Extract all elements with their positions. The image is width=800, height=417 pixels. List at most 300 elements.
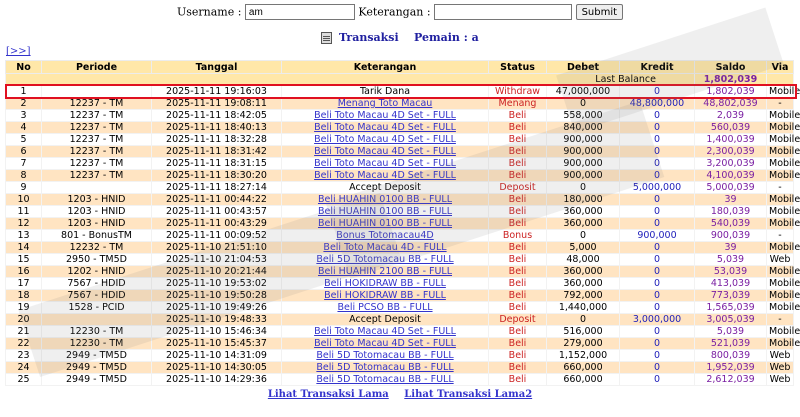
row-kredit: 0 <box>620 290 695 302</box>
keterangan-link[interactable]: Beli Toto Macau 4D Set - FULL <box>314 110 456 121</box>
row-via: Mobile <box>767 242 794 254</box>
row-keterangan <box>282 290 489 302</box>
col-header-periode: Periode <box>42 61 152 74</box>
row-kredit: 0 <box>620 302 695 314</box>
row-periode: 12230 - TM <box>42 338 152 350</box>
row-no: 2 <box>6 98 42 110</box>
keterangan-link[interactable]: Beli Toto Macau 4D Set - FULL <box>314 170 456 181</box>
table-header-row <box>6 61 794 74</box>
last-balance-empty <box>767 74 794 86</box>
row-debet: 558,000 <box>547 110 620 122</box>
table-row <box>6 134 794 146</box>
row-tanggal: 2025-11-10 19:48:33 <box>152 314 282 326</box>
row-no: 6 <box>6 146 42 158</box>
row-via: Web <box>767 374 794 386</box>
row-tanggal: 2025-11-11 18:31:42 <box>152 146 282 158</box>
row-periode <box>42 86 152 98</box>
row-via: Mobile <box>767 266 794 278</box>
row-keterangan: Tarik Dana <box>282 86 489 98</box>
table-row <box>6 302 794 314</box>
row-debet: 47,000,000 <box>547 86 620 98</box>
document-icon <box>321 32 332 44</box>
row-kredit: 48,800,000 <box>620 98 695 110</box>
row-status: Beli <box>489 242 547 254</box>
row-no: 10 <box>6 194 42 206</box>
row-keterangan <box>282 146 489 158</box>
row-keterangan <box>282 170 489 182</box>
row-kredit: 0 <box>620 254 695 266</box>
row-keterangan <box>282 278 489 290</box>
row-saldo: 39 <box>695 242 767 254</box>
row-kredit: 0 <box>620 170 695 182</box>
row-periode: 2949 - TM5D <box>42 374 152 386</box>
last-balance-row <box>6 74 794 86</box>
row-kredit: 0 <box>620 374 695 386</box>
row-kredit: 0 <box>620 350 695 362</box>
row-saldo: 180,039 <box>695 206 767 218</box>
row-periode: 12230 - TM <box>42 326 152 338</box>
keterangan-link[interactable]: Beli HUAHIN 0100 BB - FULL <box>317 194 453 205</box>
row-debet: 0 <box>547 230 620 242</box>
row-tanggal: 2025-11-11 19:08:11 <box>152 98 282 110</box>
row-debet: 1,152,000 <box>547 350 620 362</box>
row-tanggal: 2025-11-10 21:51:10 <box>152 242 282 254</box>
row-tanggal: 2025-11-11 19:16:03 <box>152 86 282 98</box>
row-keterangan <box>282 302 489 314</box>
row-periode: 1203 - HNID <box>42 218 152 230</box>
row-keterangan <box>282 266 489 278</box>
row-periode: 12237 - TM <box>42 110 152 122</box>
keterangan-link[interactable]: Beli 5D Totomacau BB - FULL <box>316 374 454 385</box>
row-status: Beli <box>489 122 547 134</box>
row-status: Beli <box>489 266 547 278</box>
row-debet: 5,000 <box>547 242 620 254</box>
row-no: 23 <box>6 350 42 362</box>
row-via: Mobile <box>767 134 794 146</box>
col-header-status: Status <box>489 61 547 74</box>
row-saldo: 2,300,039 <box>695 146 767 158</box>
keterangan-link[interactable]: Beli 5D Totomacau BB - FULL <box>316 362 454 373</box>
username-input[interactable] <box>245 4 355 20</box>
row-periode: 2949 - TM5D <box>42 350 152 362</box>
row-via: - <box>767 230 794 242</box>
row-no: 16 <box>6 266 42 278</box>
keterangan-link[interactable]: Beli HUAHIN 2100 BB - FULL <box>317 266 453 277</box>
row-via: Mobile <box>767 338 794 350</box>
row-keterangan <box>282 242 489 254</box>
row-kredit: 0 <box>620 134 695 146</box>
row-no: 15 <box>6 254 42 266</box>
row-via: Mobile <box>767 290 794 302</box>
row-no: 12 <box>6 218 42 230</box>
row-saldo: 3,005,039 <box>695 314 767 326</box>
row-status: Beli <box>489 134 547 146</box>
row-kredit: 0 <box>620 206 695 218</box>
row-via: - <box>767 314 794 326</box>
row-tanggal: 2025-11-11 00:44:22 <box>152 194 282 206</box>
row-no: 13 <box>6 230 42 242</box>
last-balance-label: Last Balance <box>6 74 695 86</box>
last-balance-value: 1,802,039 <box>695 74 767 86</box>
keterangan-link[interactable]: Beli HUAHIN 0100 BB - FULL <box>317 218 453 229</box>
title-text: Transaksi <box>339 31 399 44</box>
row-via: Mobile <box>767 278 794 290</box>
row-saldo: 521,039 <box>695 338 767 350</box>
transaction-table <box>5 60 800 386</box>
row-status: Beli <box>489 290 547 302</box>
row-saldo: 3,200,039 <box>695 158 767 170</box>
keterangan-link[interactable]: Beli 5D Totomacau BB - FULL <box>316 350 454 361</box>
table-row <box>6 122 794 134</box>
row-saldo: 53,039 <box>695 266 767 278</box>
row-debet: 360,000 <box>547 218 620 230</box>
table-row <box>6 374 794 386</box>
row-status: Bonus <box>489 230 547 242</box>
keterangan-link[interactable]: Beli HOKIDRAW BB - FULL <box>324 290 446 301</box>
row-periode: 801 - BonusTM <box>42 230 152 242</box>
row-via: Mobile <box>767 86 794 98</box>
table-row <box>6 242 794 254</box>
keterangan-link[interactable]: Beli Toto Macau 4D Set - FULL <box>314 146 456 157</box>
row-saldo: 2,039 <box>695 110 767 122</box>
row-debet: 900,000 <box>547 170 620 182</box>
row-via: Web <box>767 254 794 266</box>
row-via: Mobile <box>767 194 794 206</box>
row-saldo: 5,039 <box>695 254 767 266</box>
row-kredit: 0 <box>620 122 695 134</box>
row-debet: 516,000 <box>547 326 620 338</box>
row-saldo: 1,802,039 <box>695 86 767 98</box>
row-keterangan <box>282 338 489 350</box>
row-kredit: 0 <box>620 158 695 170</box>
row-kredit: 0 <box>620 326 695 338</box>
row-tanggal: 2025-11-10 19:49:26 <box>152 302 282 314</box>
keterangan-link[interactable]: Beli Toto Macau 4D Set - FULL <box>314 338 456 349</box>
col-header-saldo: Saldo <box>695 61 767 74</box>
row-kredit: 0 <box>620 218 695 230</box>
row-keterangan <box>282 206 489 218</box>
row-via: Mobile <box>767 170 794 182</box>
row-tanggal: 2025-11-10 20:21:44 <box>152 266 282 278</box>
row-saldo: 773,039 <box>695 290 767 302</box>
row-tanggal: 2025-11-10 15:46:34 <box>152 326 282 338</box>
row-tanggal: 2025-11-11 00:43:29 <box>152 218 282 230</box>
table-row <box>6 362 794 374</box>
keterangan-link[interactable]: Beli PCSO BB - FULL <box>337 302 433 313</box>
row-debet: 900,000 <box>547 146 620 158</box>
row-keterangan <box>282 350 489 362</box>
row-keterangan <box>282 254 489 266</box>
old-transactions-link-2[interactable]: Lihat Transaksi Lama2 <box>404 389 533 400</box>
col-header-keterangan: Keterangan <box>282 61 489 74</box>
row-no: 25 <box>6 374 42 386</box>
col-header-via: Via <box>767 61 794 74</box>
row-saldo: 2,612,039 <box>695 374 767 386</box>
table-row <box>6 290 794 302</box>
submit-button[interactable]: Submit <box>576 4 623 20</box>
row-no: 5 <box>6 134 42 146</box>
row-kredit: 0 <box>620 86 695 98</box>
row-periode: 12237 - TM <box>42 122 152 134</box>
row-debet: 279,000 <box>547 338 620 350</box>
row-debet: 180,000 <box>547 194 620 206</box>
page-title <box>0 31 800 47</box>
row-no: 20 <box>6 314 42 326</box>
row-via: Web <box>767 362 794 374</box>
table-row <box>6 218 794 230</box>
row-via: Mobile <box>767 302 794 314</box>
expand-toggle-link[interactable]: [>>] <box>6 46 31 57</box>
row-debet: 792,000 <box>547 290 620 302</box>
row-status: Beli <box>489 218 547 230</box>
table-row <box>6 110 794 122</box>
row-kredit: 0 <box>620 194 695 206</box>
row-periode: 12232 - TM <box>42 242 152 254</box>
row-status: Beli <box>489 254 547 266</box>
keterangan-link[interactable]: Beli 5D Totomacau BB - FULL <box>316 254 454 265</box>
row-keterangan <box>282 374 489 386</box>
row-saldo: 1,400,039 <box>695 134 767 146</box>
row-periode <box>42 314 152 326</box>
row-keterangan <box>282 194 489 206</box>
row-no: 18 <box>6 290 42 302</box>
row-debet: 840,000 <box>547 122 620 134</box>
keterangan-input[interactable] <box>434 4 572 20</box>
row-status: Beli <box>489 170 547 182</box>
row-no: 21 <box>6 326 42 338</box>
row-saldo: 413,039 <box>695 278 767 290</box>
table-row <box>6 278 794 290</box>
table-row <box>6 86 794 98</box>
row-saldo: 800,039 <box>695 350 767 362</box>
row-keterangan <box>282 230 489 242</box>
row-kredit: 5,000,000 <box>620 182 695 194</box>
row-keterangan: Accept Deposit <box>282 182 489 194</box>
table-row <box>6 158 794 170</box>
row-tanggal: 2025-11-11 18:32:28 <box>152 134 282 146</box>
row-saldo: 1,952,039 <box>695 362 767 374</box>
row-via: Mobile <box>767 122 794 134</box>
table-row <box>6 350 794 362</box>
row-tanggal: 2025-11-10 21:04:53 <box>152 254 282 266</box>
row-debet: 360,000 <box>547 278 620 290</box>
row-keterangan <box>282 98 489 110</box>
table-row <box>6 98 794 110</box>
row-via: Mobile <box>767 110 794 122</box>
row-via: Mobile <box>767 326 794 338</box>
row-kredit: 0 <box>620 146 695 158</box>
row-tanggal: 2025-11-10 19:53:02 <box>152 278 282 290</box>
keterangan-link[interactable]: Beli Toto Macau 4D - FULL <box>323 242 447 253</box>
row-status: Beli <box>489 302 547 314</box>
row-tanggal: 2025-11-11 18:42:05 <box>152 110 282 122</box>
row-status: Beli <box>489 110 547 122</box>
row-saldo: 900,039 <box>695 230 767 242</box>
row-status: Beli <box>489 350 547 362</box>
row-via: Web <box>767 350 794 362</box>
footer-links <box>0 389 800 400</box>
search-form <box>0 0 800 22</box>
row-periode: 12237 - TM <box>42 170 152 182</box>
keterangan-link[interactable]: Beli Toto Macau 4D Set - FULL <box>314 326 456 337</box>
row-via: - <box>767 98 794 110</box>
row-kredit: 0 <box>620 266 695 278</box>
row-no: 22 <box>6 338 42 350</box>
row-periode: 1528 - PCID <box>42 302 152 314</box>
row-debet: 360,000 <box>547 266 620 278</box>
table-row <box>6 230 794 242</box>
row-tanggal: 2025-11-10 19:50:28 <box>152 290 282 302</box>
row-debet: 360,000 <box>547 206 620 218</box>
row-periode: 7567 - HDID <box>42 290 152 302</box>
keterangan-link[interactable]: Bonus Totomacau4D <box>336 230 434 241</box>
keterangan-link[interactable]: Beli Toto Macau 4D Set - FULL <box>314 134 456 145</box>
table-row <box>6 326 794 338</box>
row-debet: 1,440,000 <box>547 302 620 314</box>
row-debet: 900,000 <box>547 134 620 146</box>
col-header-tanggal: Tanggal <box>152 61 282 74</box>
row-status: Beli <box>489 146 547 158</box>
row-keterangan <box>282 122 489 134</box>
col-header-kredit: Kredit <box>620 61 695 74</box>
row-status: Beli <box>489 278 547 290</box>
row-tanggal: 2025-11-10 14:30:05 <box>152 362 282 374</box>
keterangan-link[interactable]: Beli HOKIDRAW BB - FULL <box>324 278 446 289</box>
row-tanggal: 2025-11-10 15:45:37 <box>152 338 282 350</box>
keterangan-link[interactable]: Menang Toto Macau <box>337 98 433 109</box>
row-tanggal: 2025-11-11 00:09:52 <box>152 230 282 242</box>
keterangan-link[interactable]: Beli Toto Macau 4D Set - FULL <box>314 158 456 169</box>
row-saldo: 540,039 <box>695 218 767 230</box>
row-tanggal: 2025-11-11 18:40:13 <box>152 122 282 134</box>
row-periode: 12237 - TM <box>42 134 152 146</box>
row-status: Beli <box>489 338 547 350</box>
row-debet: 660,000 <box>547 362 620 374</box>
row-no: 7 <box>6 158 42 170</box>
row-keterangan <box>282 218 489 230</box>
row-periode <box>42 182 152 194</box>
keterangan-link[interactable]: Beli HUAHIN 0100 BB - FULL <box>317 206 453 217</box>
row-via: Mobile <box>767 218 794 230</box>
row-keterangan <box>282 158 489 170</box>
row-saldo: 1,565,039 <box>695 302 767 314</box>
row-status: Beli <box>489 158 547 170</box>
row-periode: 7567 - HDID <box>42 278 152 290</box>
row-status: Deposit <box>489 182 547 194</box>
row-status: Beli <box>489 206 547 218</box>
table-row <box>6 254 794 266</box>
table-row <box>6 206 794 218</box>
row-tanggal: 2025-11-11 18:30:20 <box>152 170 282 182</box>
row-periode: 12237 - TM <box>42 146 152 158</box>
row-tanggal: 2025-11-10 14:31:09 <box>152 350 282 362</box>
row-periode: 2949 - TM5D <box>42 362 152 374</box>
row-no: 8 <box>6 170 42 182</box>
row-no: 4 <box>6 122 42 134</box>
row-tanggal: 2025-11-11 18:27:14 <box>152 182 282 194</box>
username-label: Username : <box>176 5 242 19</box>
row-kredit: 0 <box>620 278 695 290</box>
row-status: Beli <box>489 362 547 374</box>
row-no: 11 <box>6 206 42 218</box>
row-debet: 660,000 <box>547 374 620 386</box>
table-row <box>6 194 794 206</box>
table-row <box>6 338 794 350</box>
row-kredit: 0 <box>620 242 695 254</box>
row-debet: 0 <box>547 314 620 326</box>
row-kredit: 3,000,000 <box>620 314 695 326</box>
row-periode: 1203 - HNID <box>42 194 152 206</box>
row-debet: 0 <box>547 98 620 110</box>
pemain-label: Pemain : <box>414 31 468 44</box>
row-via: Mobile <box>767 146 794 158</box>
keterangan-link[interactable]: Beli Toto Macau 4D Set - FULL <box>314 122 456 133</box>
row-keterangan <box>282 362 489 374</box>
row-tanggal: 2025-11-11 00:43:57 <box>152 206 282 218</box>
table-row <box>6 146 794 158</box>
row-status: Deposit <box>489 314 547 326</box>
row-status: Withdraw <box>489 86 547 98</box>
row-saldo: 39 <box>695 194 767 206</box>
row-via: Mobile <box>767 158 794 170</box>
old-transactions-link[interactable]: Lihat Transaksi Lama <box>267 389 389 400</box>
row-kredit: 900,000 <box>620 230 695 242</box>
table-row <box>6 314 794 326</box>
keterangan-label: Keterangan : <box>358 5 431 19</box>
row-kredit: 0 <box>620 362 695 374</box>
row-via: Mobile <box>767 206 794 218</box>
row-periode: 12237 - TM <box>42 158 152 170</box>
row-kredit: 0 <box>620 338 695 350</box>
row-tanggal: 2025-11-10 14:29:36 <box>152 374 282 386</box>
row-no: 19 <box>6 302 42 314</box>
row-periode: 1203 - HNID <box>42 206 152 218</box>
row-status: Menang <box>489 98 547 110</box>
row-keterangan <box>282 134 489 146</box>
row-keterangan: Accept Deposit <box>282 314 489 326</box>
row-saldo: 560,039 <box>695 122 767 134</box>
col-header-no: No <box>6 61 42 74</box>
table-row <box>6 266 794 278</box>
row-status: Beli <box>489 194 547 206</box>
row-saldo: 5,039 <box>695 326 767 338</box>
row-kredit: 0 <box>620 110 695 122</box>
row-saldo: 48,802,039 <box>695 98 767 110</box>
table-row <box>6 182 794 194</box>
row-no: 9 <box>6 182 42 194</box>
row-no: 17 <box>6 278 42 290</box>
row-via: - <box>767 182 794 194</box>
row-saldo: 5,000,039 <box>695 182 767 194</box>
row-debet: 48,000 <box>547 254 620 266</box>
pemain-value: a <box>471 31 479 44</box>
row-status: Beli <box>489 326 547 338</box>
row-periode: 1202 - HNID <box>42 266 152 278</box>
row-no: 14 <box>6 242 42 254</box>
row-no: 1 <box>6 86 42 98</box>
row-debet: 900,000 <box>547 158 620 170</box>
row-status: Beli <box>489 374 547 386</box>
row-no: 24 <box>6 362 42 374</box>
row-keterangan <box>282 326 489 338</box>
row-periode: 12237 - TM <box>42 98 152 110</box>
row-no: 3 <box>6 110 42 122</box>
row-keterangan <box>282 110 489 122</box>
row-periode: 2950 - TM5D <box>42 254 152 266</box>
row-saldo: 4,100,039 <box>695 170 767 182</box>
row-debet: 0 <box>547 182 620 194</box>
row-tanggal: 2025-11-11 18:31:15 <box>152 158 282 170</box>
